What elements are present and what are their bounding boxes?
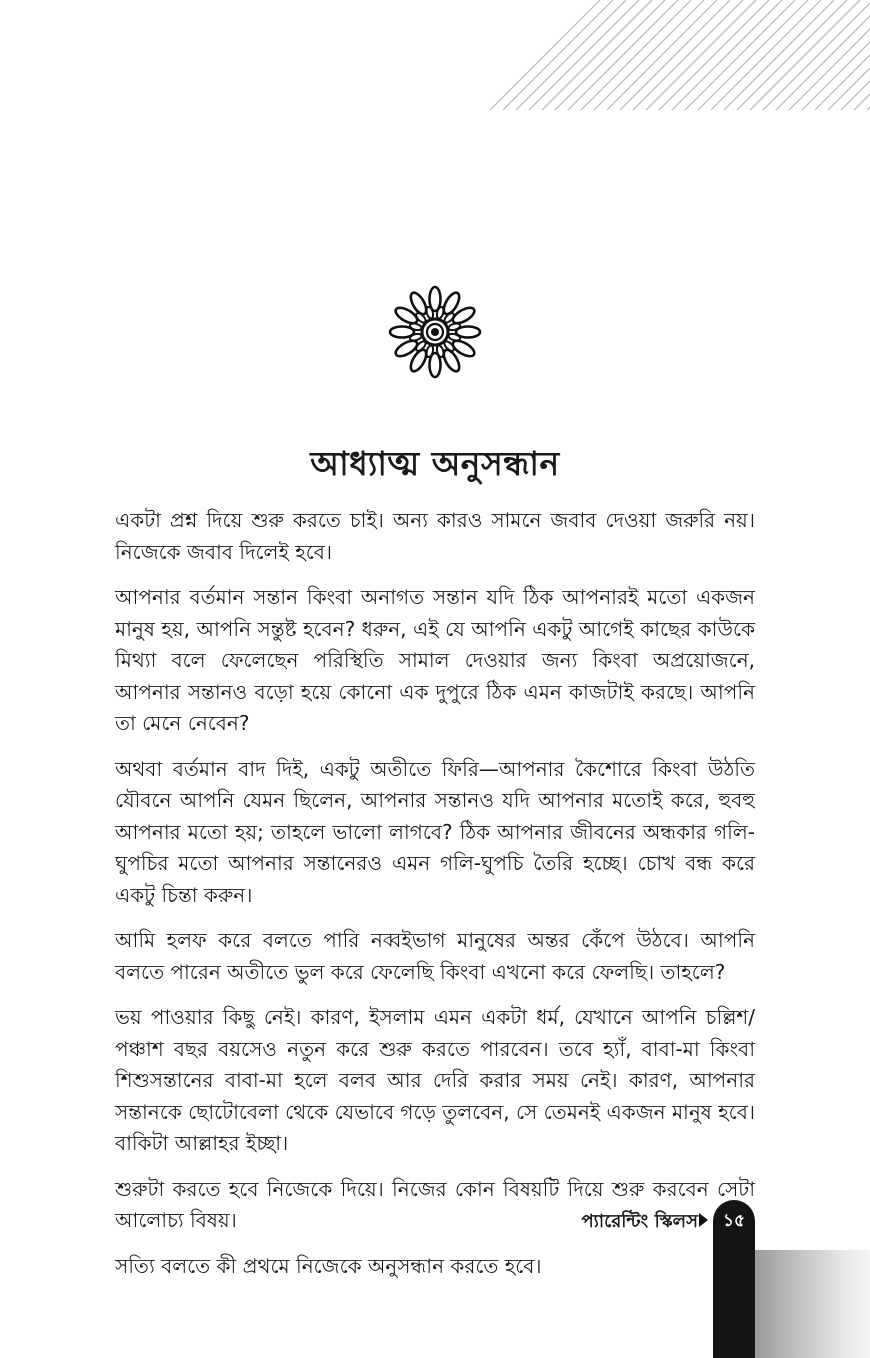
paragraph: আমি হলফ করে বলতে পারি নব্বইভাগ মানুষের অন্তর কেঁপে উঠবে। আপনি বলতে পারেন অতীতে ভুল করে ফেলেছি কিংবা এখনো করে ফেলছি। তাহলে? [115,928,755,984]
paragraph: একটা প্রশ্ন দিয়ে শুরু করতে চাই। অন্য কারও সামনে জবাব দেওয়া জরুরি নয়। নিজেকে জবাব দিলেই হবে। [115,508,755,564]
page-number-tab [713,1200,755,1358]
page-footer [0,1200,870,1358]
gradient-shade [755,1250,870,1358]
body-text [115,505,755,1296]
chapter-title: আধ্যাত্ম অনুসন্ধান [310,444,560,483]
floral-mandala-icon [385,282,485,382]
paragraph: অথবা বর্তমান বাদ দিই, একটু অতীতে ফিরি—আপনার কৈশোরে কিংবা উঠতি যৌবনে আপনি যেমন ছিলেন, আপনার সন্তানও যদি আপনার মতোই করে, হুবহু আপনার মতো হয়; তাহলে ভালো লাগবে? ঠিক আপনার জীবনের অন্ধকার গলি-ঘুপচির মতো আপনার সন্তানেরও এমন গলি-ঘুপচি তৈরি হচ্ছে। চোখ বন্ধ করে একটু চিন্তা করুন। [115,756,755,907]
diagonal-hatch-pattern [490,0,870,110]
triangle-marker-icon [699,1213,708,1227]
paragraph: সত্যি বলতে কী প্রথমে নিজেকে অনুসন্ধান করতে হবে। [115,1253,542,1278]
page-number: ১৫ [722,1211,746,1231]
paragraph: ভয় পাওয়ার কিছু নেই। কারণ, ইসলাম এমন একটা ধর্ম, যেখানে আপনি চল্লিশ/পঞ্চাশ বছর বয়সেও নতুন করে শুরু করতে পারবেন। তবে হ্যাঁ, বাবা-মা কিংবা শিশুসন্তানের বাবা-মা হলে বলব আর দেরি করার সময় নেই। কারণ, আপনার সন্তানকে ছোটোবেলা থেকে যেভাবে গড়ে তুলবেন, সে তেমনই একজন মানুষ হবে। বাকিটা আল্লাহর ইচ্ছা। [115,1005,755,1155]
running-title: প্যারেন্টিং স্কিলস [581,1211,698,1232]
paragraph: শুরুটা করতে হবে নিজেকে দিয়ে। নিজের কোন বিষয়টি দিয়ে শুরু করবেন সেটা আলোচ্য বিষয়। [115,1176,755,1232]
paragraph: আপনার বর্তমান সন্তান কিংবা অনাগত সন্তান যদি ঠিক আপনারই মতো একজন মানুষ হয়, আপনি সন্তুষ্ট হবেন? ধরুন, এই যে আপনি একটু আগেই কাছের কাউকে মিথ্যা বলে ফেলেছেন পরিস্থিতি সামাল দেওয়ার জন্য কিংবা অপ্রয়োজনে, আপনার সন্তানও বড়ো হয়ে কোনো এক দুপুরে ঠিক এমন কাজটাই করছে। আপনি তা মেনে নেবেন? [115,585,755,735]
